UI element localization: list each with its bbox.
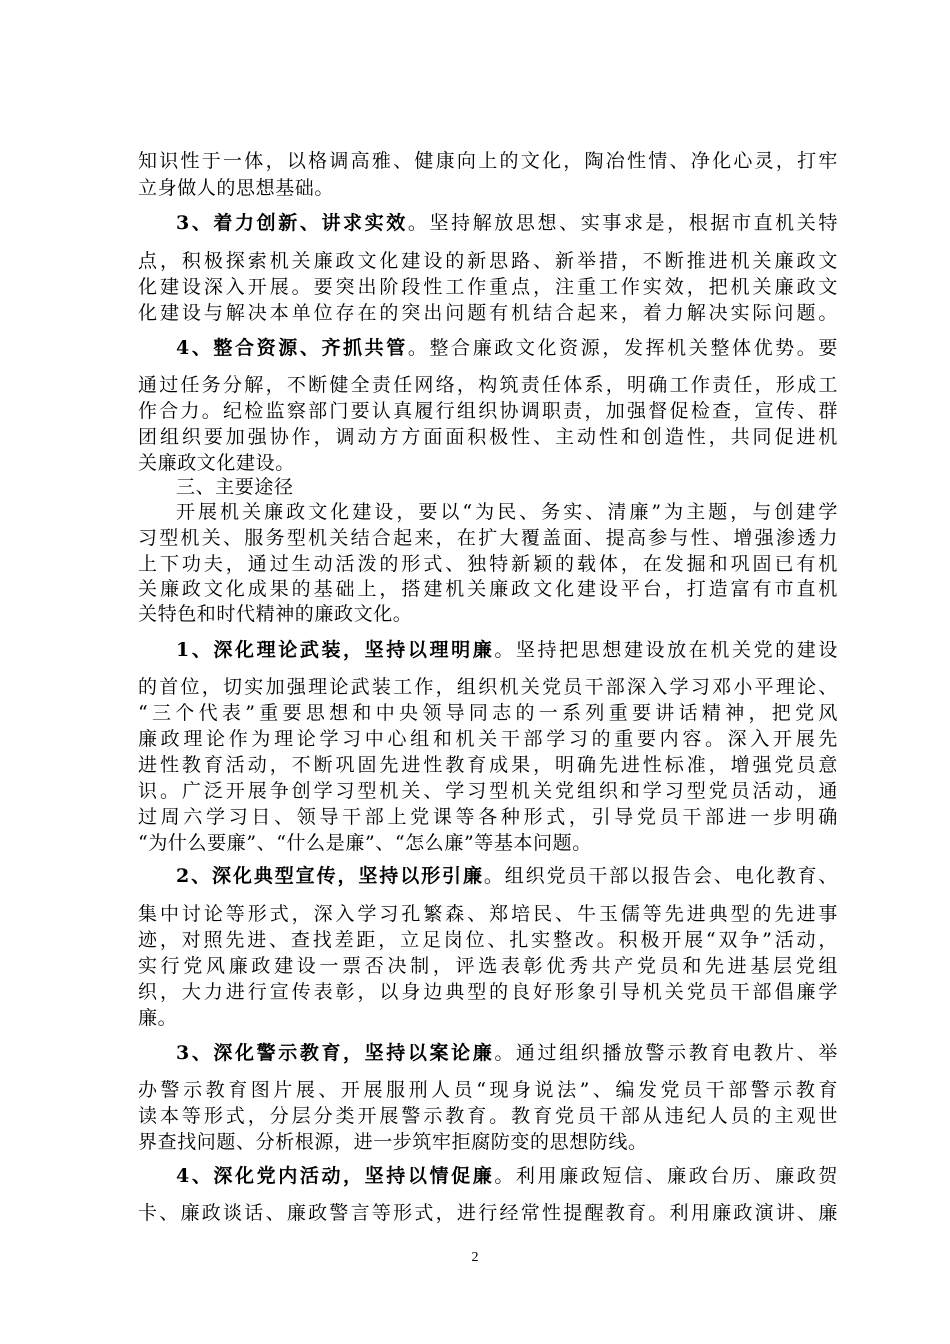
heading-line bbox=[176, 1040, 838, 1066]
text-line: 的首位，切实加强理论武装工作，组织机关党员干部深入学习邓小平理论、 bbox=[138, 676, 838, 698]
text-line: 开展机关廉政文化建设，要以“为民、务实、清廉”为主题，与创建学 bbox=[176, 501, 838, 523]
text-line: 上下功夫，通过生动活泼的形式、独特新颖的载体，在发掘和巩固已有机 bbox=[138, 553, 838, 575]
text-run: 。坚持把思想建设放在机关党的建设 bbox=[494, 639, 838, 661]
text-line: 廉。 bbox=[138, 1007, 178, 1029]
text-line: 实行党风廉政建设一票否决制，评选表彰优秀共产党员和先进基层党组 bbox=[138, 955, 838, 977]
text-line: 织，大力进行宣传表彰，以身边典型的良好形象引导机关党员干部倡廉学 bbox=[138, 981, 838, 1003]
text-run: 。坚持解放思想、实事求是，根据市直机关特 bbox=[407, 212, 838, 234]
text-line: 界查找问题、分析根源，进一步筑牢拒腐防变的思想防线。 bbox=[138, 1131, 648, 1153]
bold-heading: 1、深化理论武装，坚持以理明廉 bbox=[176, 639, 495, 661]
text-line: 进性教育活动，不断巩固先进性教育成果，明确先进性标准，增强党员意 bbox=[138, 754, 838, 776]
text-line: 廉政理论作为理论学习中心组和机关干部学习的重要内容。深入开展先 bbox=[138, 728, 838, 750]
text-run: 。利用廉政短信、廉政台历、廉政贺 bbox=[494, 1165, 838, 1187]
text-line: 习型机关、服务型机关结合起来，在扩大覆盖面、提高参与性、增强渗透力 bbox=[138, 527, 838, 549]
page-number: 2 bbox=[471, 1250, 479, 1265]
text-line: “三个代表”重要思想和中央领导同志的一系列重要讲话精神，把党风 bbox=[138, 702, 838, 724]
text-run: 。通过组织播放警示教育电教片、举 bbox=[494, 1042, 838, 1064]
bold-heading: 3、深化警示教育，坚持以案论廉 bbox=[176, 1042, 495, 1064]
section-heading: 三、主要途径 bbox=[176, 476, 294, 498]
text-line: 团组织要加强协作，调动方方面面积极性、主动性和创造性，共同促进机 bbox=[138, 426, 838, 448]
text-run: 。组织党员干部以报告会、电化教育、 bbox=[483, 865, 838, 887]
bold-heading: 3、着力创新、讲求实效 bbox=[176, 212, 408, 234]
bold-heading: 4、整合资源、齐抓共管 bbox=[176, 337, 408, 359]
text-line: 立身做人的思想基础。 bbox=[138, 177, 335, 199]
text-line: 关特色和时代精神的廉政文化。 bbox=[138, 603, 413, 625]
text-line: 读本等形式，分层分类开展警示教育。教育党员干部从违纪人员的主观世 bbox=[138, 1105, 838, 1127]
text-line: 知识性于一体，以格调高雅、健康向上的文化，陶冶性情、净化心灵，打牢 bbox=[138, 150, 838, 172]
text-line: 卡、廉政谈话、廉政警言等形式，进行经常性提醒教育。利用廉政演讲、廉 bbox=[138, 1202, 838, 1224]
bold-heading: 2、深化典型宣传，坚持以形引廉 bbox=[176, 865, 484, 887]
text-line: 通过任务分解，不断健全责任网络，构筑责任体系，明确工作责任，形成工 bbox=[138, 374, 838, 396]
heading-line bbox=[176, 637, 838, 663]
text-line: “为什么要廉”、“什么是廉”、“怎么廉”等基本问题。 bbox=[138, 832, 592, 854]
bold-heading: 4、深化党内活动，坚持以情促廉 bbox=[176, 1165, 495, 1187]
text-line: 关廉政文化成果的基础上，搭建机关廉政文化建设平台，打造富有市直机 bbox=[138, 578, 838, 600]
text-line: 办警示教育图片展、开展服刑人员“现身说法”、编发党员干部警示教育 bbox=[138, 1079, 838, 1101]
heading-line bbox=[176, 863, 838, 889]
text-run: 。整合廉政文化资源，发挥机关整体优势。要 bbox=[407, 337, 838, 359]
text-line: 迹，对照先进、查找差距，立足岗位、扎实整改。积极开展“双争”活动， bbox=[138, 929, 838, 951]
text-line: 点，积极探索机关廉政文化建设的新思路、新举措，不断推进机关廉政文 bbox=[138, 250, 838, 272]
heading-line bbox=[176, 210, 838, 236]
text-line: 作合力。纪检监察部门要认真履行组织协调职责，加强督促检查，宣传、群 bbox=[138, 400, 838, 422]
text-line: 过周六学习日、领导干部上党课等各种形式，引导党员干部进一步明确 bbox=[138, 806, 838, 828]
text-line: 化建设与解决本单位存在的突出问题有机结合起来，着力解决实际问题。 bbox=[138, 302, 838, 324]
text-line: 集中讨论等形式，深入学习孔繁森、郑培民、牛玉儒等先进典型的先进事 bbox=[138, 903, 838, 925]
heading-line bbox=[176, 335, 838, 361]
heading-line bbox=[176, 1163, 838, 1189]
text-line: 关廉政文化建设。 bbox=[138, 452, 295, 474]
text-line: 化建设深入开展。要突出阶段性工作重点，注重工作实效，把机关廉政文 bbox=[138, 276, 838, 298]
text-line: 识。广泛开展争创学习型机关、学习型机关党组织和学习型党员活动，通 bbox=[138, 780, 838, 802]
